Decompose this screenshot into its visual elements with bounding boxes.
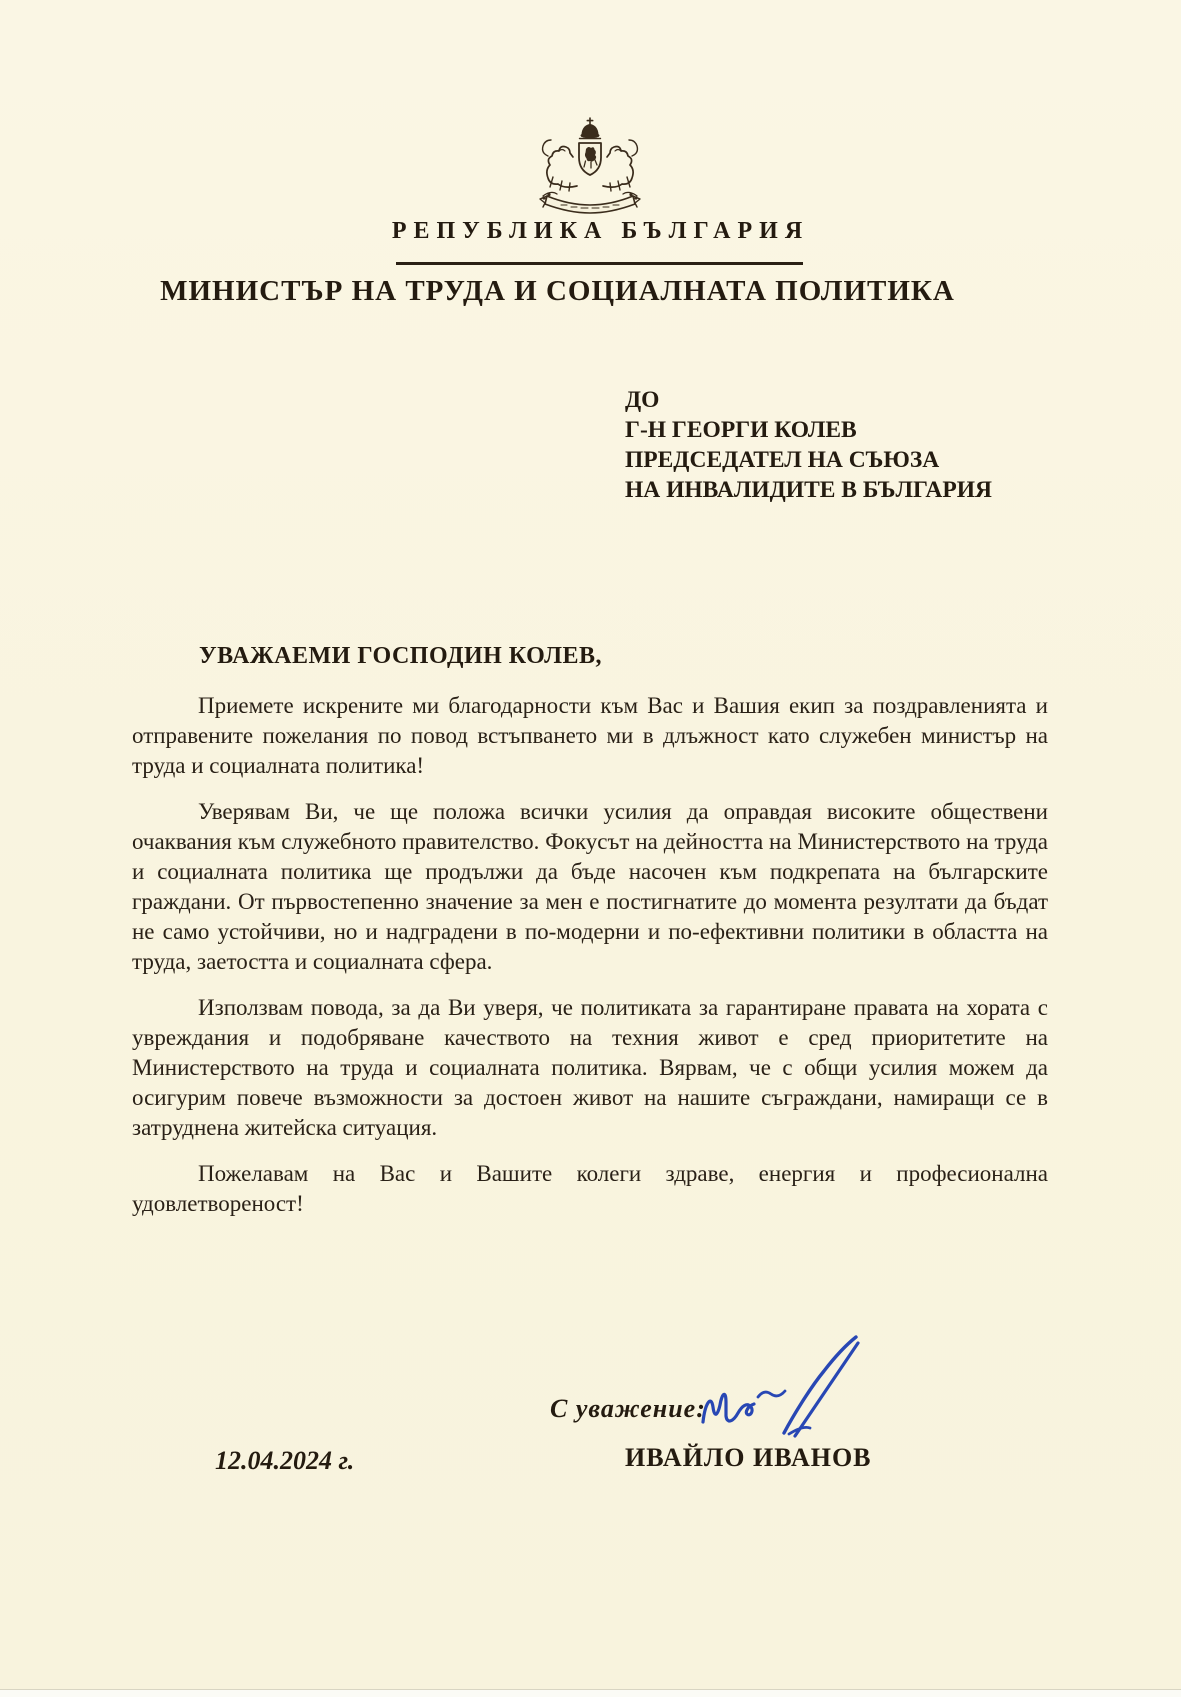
letter-body bbox=[132, 691, 1048, 1235]
recipient-line-to: ДО bbox=[625, 387, 660, 413]
paragraph-2: Уверявам Ви, че ще положа всички усилия да оправдая високите обществени очаквания към служебното правителство. Фокусът на дейността на Министерството на труда и социалната политика ще продължи да бъде насочен към подкрепата на българските граждани. От първостепенно значение за мен е постигнатите до момента резултати да бъдат не само устойчиви, но и надградени в по-модерни и по-ефективни политики в областта на труда, заетостта и социалната сфера. bbox=[132, 799, 1048, 974]
date-label: 12.04.2024 г. bbox=[215, 1446, 355, 1475]
salutation: УВАЖАЕМИ ГОСПОДИН КОЛЕВ, bbox=[199, 643, 602, 669]
recipient-line-name: Г-Н ГЕОРГИ КОЛЕВ bbox=[625, 417, 857, 443]
paragraph-3: Използвам повода, за да Ви уверя, че политиката за гарантиране правата на хората с увреждания и подобряване качеството на техния живот е сред приоритетите на Министерството на труда и социалната политика. Вярвам, че с общи усилия можем да осигурим повече възможности за достоен живот на нашите съграждани, намиращи се в затруднена житейска ситуация. bbox=[132, 995, 1048, 1140]
title-underline bbox=[396, 262, 803, 265]
recipient-block bbox=[625, 385, 992, 505]
valediction-label: С уважение: bbox=[550, 1394, 706, 1423]
ministry-title: МИНИСТЪР НА ТРУДА И СОЦИАЛНАТА ПОЛИТИКА bbox=[160, 275, 955, 307]
republic-title: РЕПУБЛИКА БЪЛГАРИЯ bbox=[391, 218, 810, 244]
signatory-name: ИВАЙЛО ИВАНОВ bbox=[625, 1443, 872, 1472]
paragraph-4: Пожелавам на Вас и Вашите колеги здраве, енергия и професионална удовлетвореност! bbox=[132, 1161, 1048, 1216]
handwritten-signature bbox=[696, 1330, 868, 1447]
recipient-line-org: НА ИНВАЛИДИТЕ В БЪЛГАРИЯ bbox=[625, 477, 992, 503]
bulgaria-coat-of-arms-icon bbox=[529, 116, 651, 221]
paragraph-1: Приемете искрените ми благодарности към Вас и Вашия екип за поздравленията и отправените пожелания по повод встъпването ми в длъжност като служебен министър на труда и социалната политика! bbox=[132, 693, 1048, 778]
recipient-line-title: ПРЕДСЕДАТЕЛ НА СЪЮЗА bbox=[625, 447, 940, 473]
scan-edge-artifact bbox=[0, 1689, 1181, 1697]
